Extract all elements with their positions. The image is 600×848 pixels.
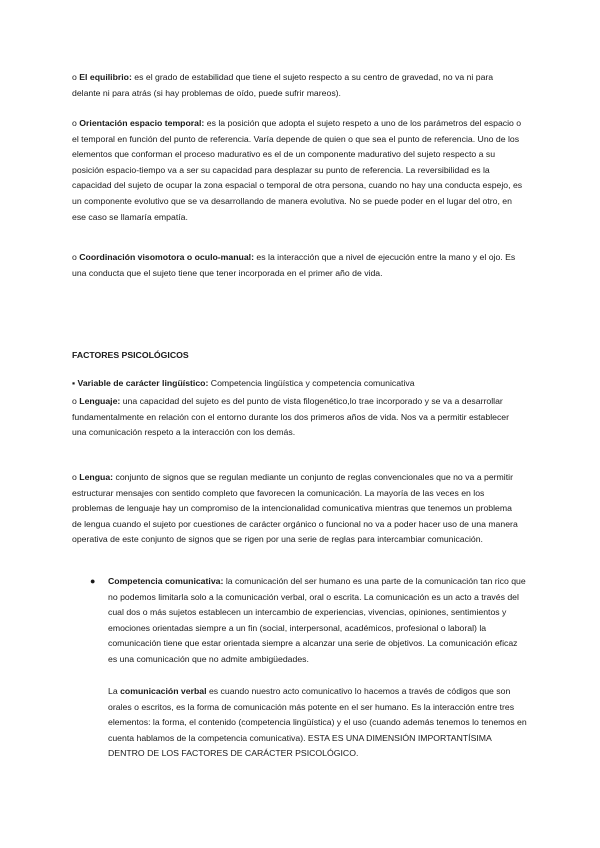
list-marker: o — [72, 118, 77, 128]
definition-lenguaje: una capacidad del sujeto es del punto de vista filogenético,lo trae incorporado y se va a desarrollar fundamentalmente en relación con el entorno durante los dos primeros años de vida. Nos va a permitir establecer una comunicación respeto a la interacción con los demás. — [72, 396, 510, 438]
term-coordinacion: Coordinación visomotora o oculo-manual: — [79, 252, 254, 262]
paragraph-comunicacion-verbal — [108, 684, 528, 762]
list-marker: o — [72, 72, 77, 82]
term-variable: Variable de carácter lingüístico: — [77, 378, 209, 388]
paragraph-equilibrio — [72, 70, 524, 101]
list-marker: o — [72, 472, 77, 482]
definition-coordinacion: es la interacción que a nivel de ejecución entre la mano y el ojo. Es una conducta que el sujeto tiene que tener incorporada en el primer año de vida. — [72, 252, 516, 278]
paragraph-competencia — [108, 574, 528, 668]
paragraph-lenguaje — [72, 394, 524, 441]
term-equilibrio: El equilibrio: — [79, 72, 132, 82]
list-marker: o — [72, 252, 77, 262]
list-marker: o — [72, 396, 77, 406]
paragraph-lengua — [72, 470, 524, 548]
term-competencia: Competencia comunicativa: — [108, 576, 224, 586]
definition-equilibrio: es el grado de estabilidad que tiene el sujeto respecto a su centro de gravedad, no va ni para delante ni para atrás (si hay problemas de oído, puede sufrir mareos). — [72, 72, 494, 98]
term-orientacion: Orientación espacio temporal: — [79, 118, 205, 128]
paragraph-orientacion — [72, 116, 524, 225]
paragraph-coordinacion — [72, 250, 524, 281]
definition-comunicacion-verbal: es cuando nuestro acto comunicativo lo hacemos a través de códigos que son orales o escritos, es la forma de comunicación más potente en el ser humano. Es la interacción entre tres elementos: la forma, el contenido (competencia lingüística) y el uso (cuando además tenemos lo tenemos en cuenta hablamos de la competencia comunicativa). ESTA ES UNA DIMENSIÓN IMPORTANTÍSIMA DENTRO DE LOS FACTORES DE CARÁCTER PSICOLÓGICO. — [108, 686, 527, 759]
paragraph-variable — [72, 376, 524, 392]
definition-competencia: la comunicación del ser humano es una parte de la comunicación tan rico que no podemos limitarla solo a la comunicación verbal, oral o escrita. La comunicación es un acto a través del cual dos o más sujetos establecen un intercambio de experiencias, vivencias, opiniones, sentimientos y emociones orientadas siempre a un fin (social, interpersonal, académicos, profesional o laboral) la comunicación tiene que estar orientada siempre a alcanzar una serie de objetivos. La comunicación eficaz es una comunicación que no admite ambigüedades. — [108, 576, 526, 664]
bullet-icon: ● — [90, 576, 96, 586]
definition-lengua: conjunto de signos que se regulan mediante un conjunto de reglas convencionales que no va a permitir estructurar mensajes con sentido completo que favorecen la comunicación. La mayoría de las veces en los problemas de lenguaje hay un compromiso de la intencionalidad comunicativa mientras que tenemos un problema de lengua cuando el sujeto por cuestiones de carácter orgánico o funcional no va a poder hacer uso de una manera operativa de este conjunto de signos que se rigen por una serie de reglas para intercambiar comunicación. — [72, 472, 518, 545]
term-comunicacion-verbal: comunicación verbal — [120, 686, 207, 696]
list-marker: ▪ — [72, 378, 76, 388]
term-lenguaje: Lenguaje: — [79, 396, 121, 406]
definition-variable: Competencia lingüística y competencia comunicativa — [210, 378, 415, 388]
definition-orientacion: es la posición que adopta el sujeto respeto a uno de los parámetros del espacio o el temporal en función del punto de referencia. Varía depende de quien o que sea el punto de referencia. Uno de los elementos que conforman el proceso madurativo es el de un componente madurativo del sujeto respecto a su posición espacio-tiempo va a ser su capacidad para desplazar su punto de referencia. La reversibilidad es la capacidad del sujeto de ocupar la zona espacial o temporal de otra persona, cuando no hay una conducta espejo, es un componente evolutivo que se va desarrollando de manera evolutiva. No se puede poder en el lugar del otro, en ese caso se llamaría empatía. — [72, 118, 523, 222]
term-lengua: Lengua: — [79, 472, 114, 482]
lead-text: La — [108, 686, 118, 696]
section-heading: FACTORES PSICOLÓGICOS — [72, 350, 189, 360]
